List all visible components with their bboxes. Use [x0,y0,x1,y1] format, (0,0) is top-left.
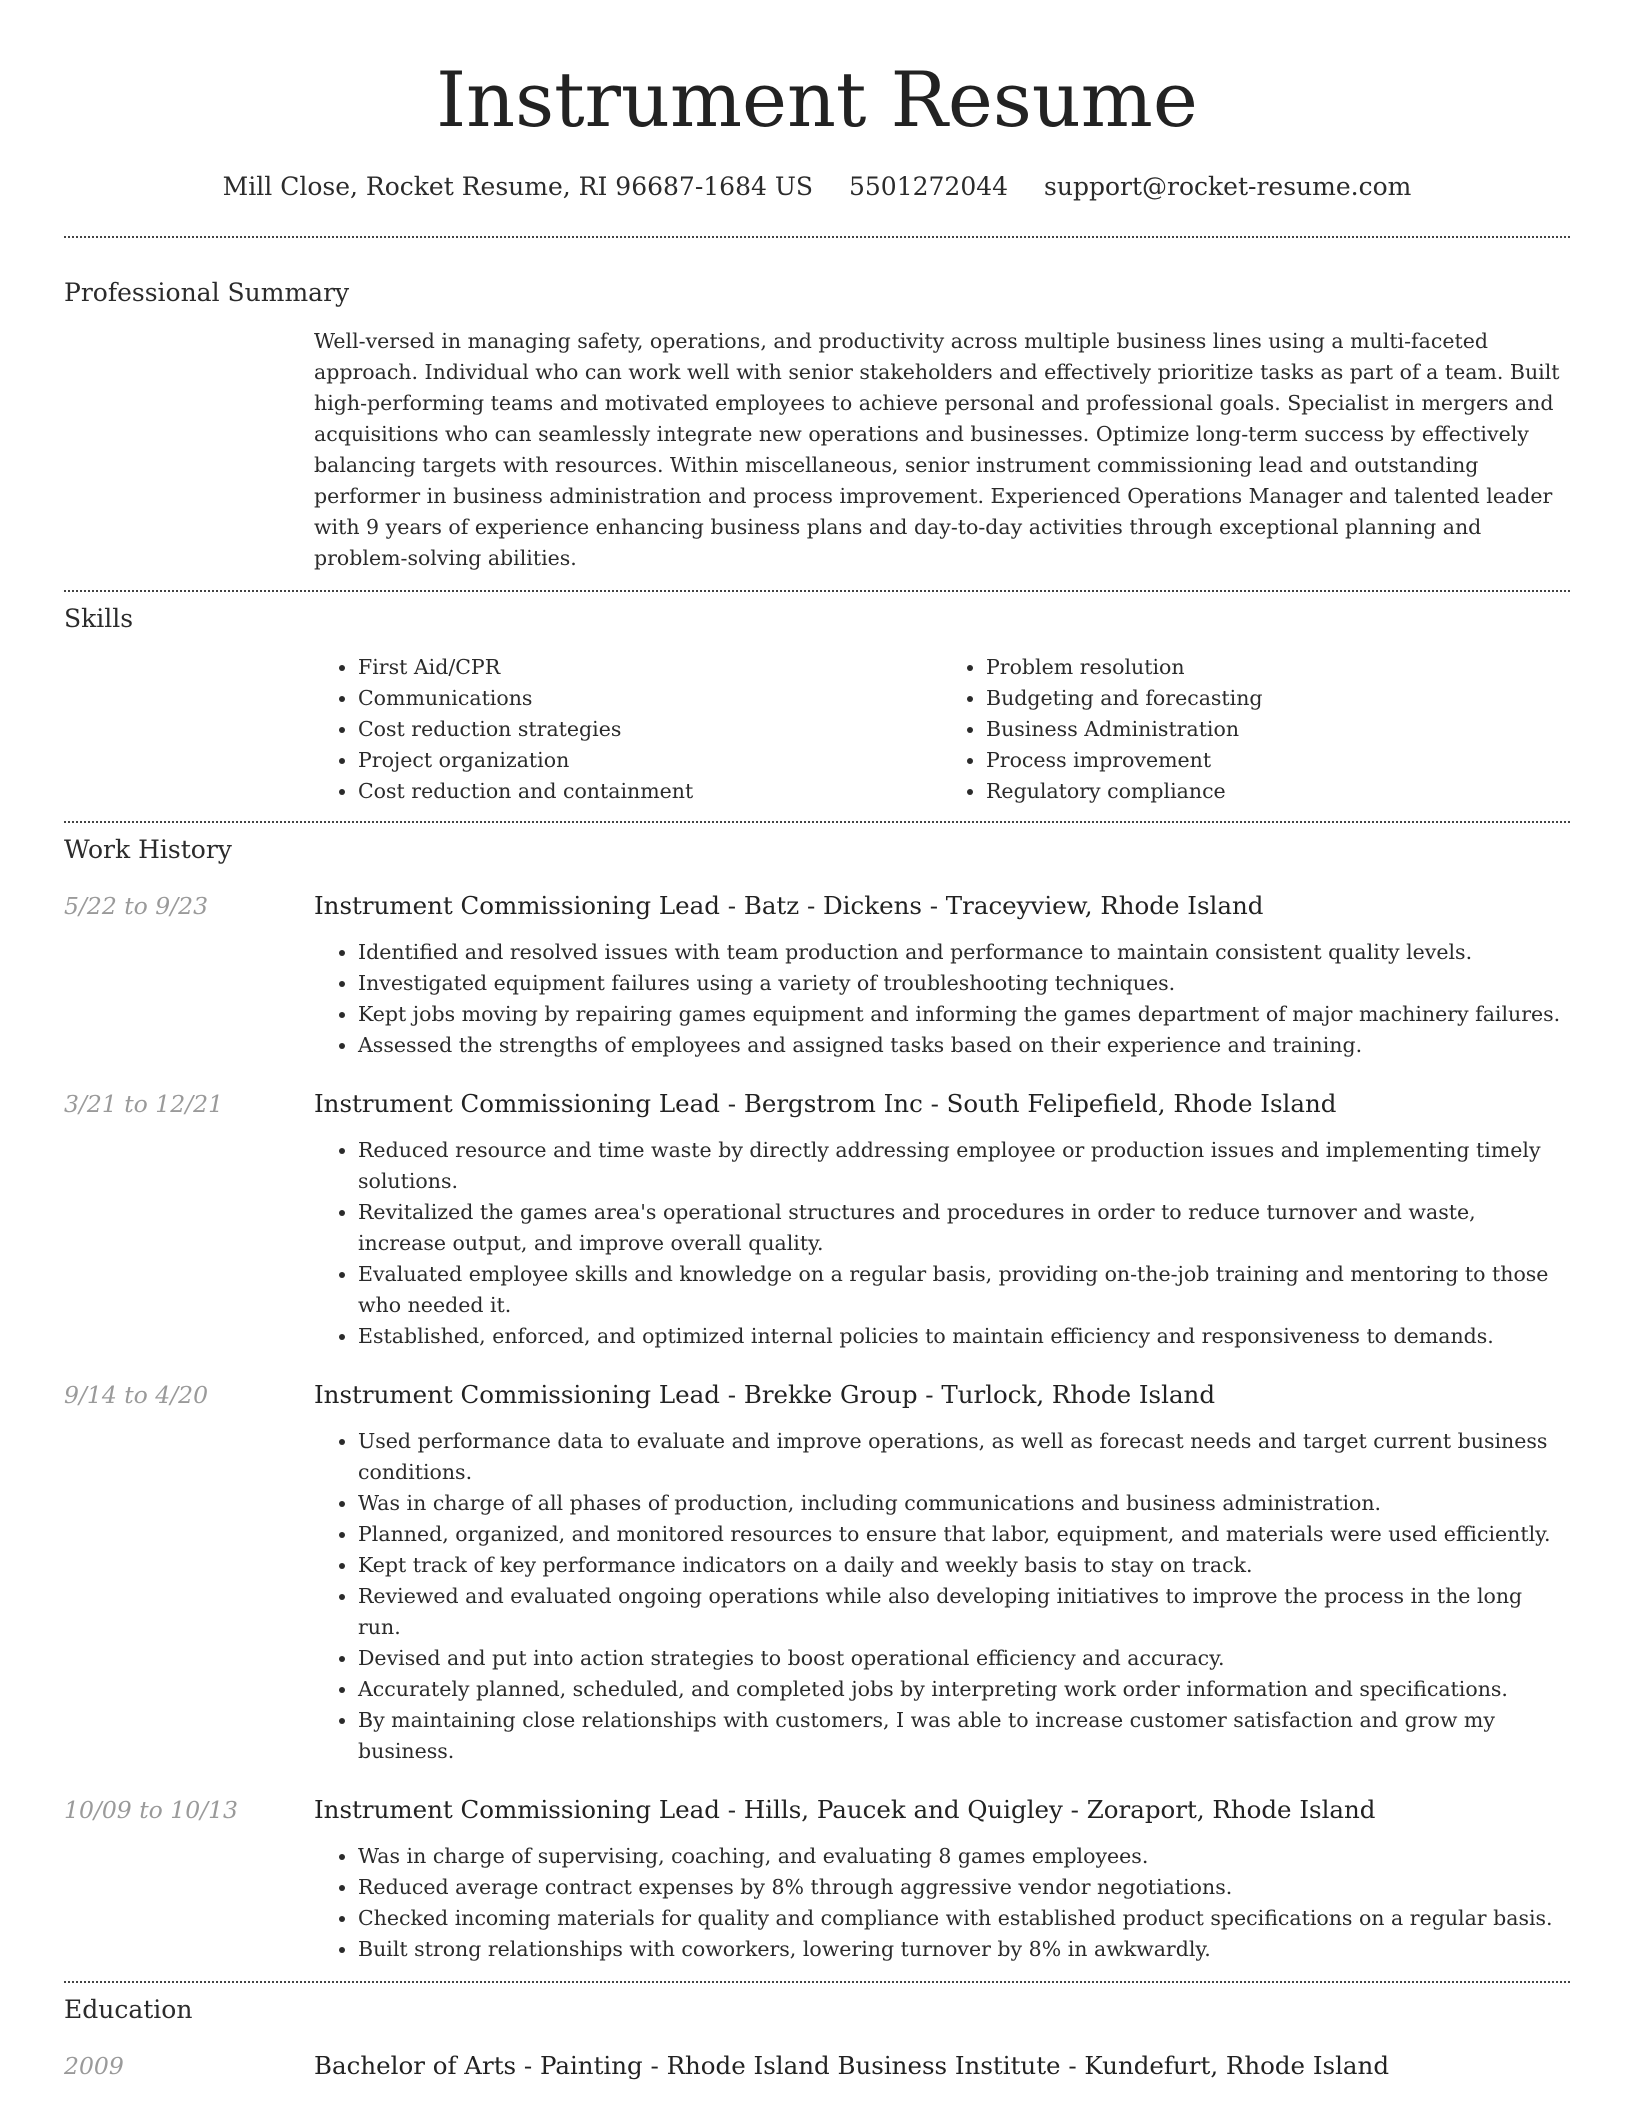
skill-item: • Project organization [358,745,942,776]
divider-work [64,1981,1570,1983]
divider-skills [64,821,1570,823]
job-bullet: • Evaluated employee skills and knowledge on a regular basis, providing on-the-job training and mentoring to those who needed it. [358,1259,1570,1321]
job-header [64,1793,1570,1827]
job-bullets [314,1426,1570,1767]
job-bullet: • Reviewed and evaluated ongoing operations while also developing initiatives to improve the process in the long run. [358,1581,1570,1643]
skill-item: • Business Administration [986,714,1570,745]
education-degree: Bachelor of Arts - Painting - Rhode Island Business Institute - Kundefurt, Rhode Island [314,2051,1389,2080]
work-section [64,833,1570,1965]
summary-text: Well-versed in managing safety, operations, and productivity across multiple business lines using a multi-faceted approach. Individual who can work well with senior stakeholders and effectively prioritize tasks as part of a team. Built high-performing teams and motivated employees to achieve personal and professional goals. Specialist in mergers and acquisitions who can seamlessly integrate new operations and businesses. Optimize long-term success by effectively balancing targets with resources. Within miscellaneous, senior instrument commissioning lead and outstanding performer in business administration and process improvement. Experienced Operations Manager and talented leader with 9 years of experience enhancing business plans and day-to-day activities through exceptional planning and problem-solving abilities. [314,329,1560,570]
job-entry [64,1793,1570,1965]
job-bullet: • Planned, organized, and monitored resources to ensure that labor, equipment, and materials were used efficiently. [358,1519,1570,1550]
job-bullet: • Was in charge of all phases of production, including communications and business administration. [358,1488,1570,1519]
skills-heading: Skills [64,604,134,633]
skill-item: • Cost reduction strategies [358,714,942,745]
resume-name: Instrument Resume [436,55,1198,144]
skill-item: • Cost reduction and containment [358,776,942,807]
skills-column-left [314,652,942,807]
job-title: Instrument Commissioning Lead - Bergstrom Inc - South Felipefield, Rhode Island [314,1089,1337,1118]
job-bullet: • Identified and resolved issues with team production and performance to maintain consistent quality levels. [358,937,1570,968]
job-date: 3/21 to 12/21 [64,1090,224,1118]
job-bullet: • Kept jobs moving by repairing games equipment and informing the games department of major machinery failures. [358,999,1570,1030]
job-title: Instrument Commissioning Lead - Batz - Dickens - Traceyview, Rhode Island [314,891,1264,920]
skill-item: • First Aid/CPR [358,652,942,683]
divider-summary [64,590,1570,592]
job-bullet: • Revitalized the games area's operational structures and procedures in order to reduce turnover and waste, increase output, and improve overall quality. [358,1197,1570,1259]
job-bullet: • Built strong relationships with coworkers, lowering turnover by 8% in awkwardly. [358,1934,1570,1965]
job-date: 9/14 to 4/20 [64,1381,209,1409]
skills-column-right [942,652,1570,807]
job-bullets [314,1135,1570,1352]
job-bullet: • Was in charge of supervising, coaching, and evaluating 8 games employees. [358,1841,1570,1872]
job-bullet: • Kept track of key performance indicators on a daily and weekly basis to stay on track. [358,1550,1570,1581]
job-bullet: • Checked incoming materials for quality and compliance with established product specifications on a regular basis. [358,1903,1570,1934]
job-bullet: • Investigated equipment failures using a variety of troubleshooting techniques. [358,968,1570,999]
job-entry [64,889,1570,1061]
job-bullet: • Established, enforced, and optimized internal policies to maintain efficiency and responsiveness to demands. [358,1321,1570,1352]
job-title: Instrument Commissioning Lead - Hills, Paucek and Quigley - Zoraport, Rhode Island [314,1795,1376,1824]
contact-address: Mill Close, Rocket Resume, RI 96687-1684 US [222,172,814,201]
job-bullet: • Used performance data to evaluate and improve operations, as well as forecast needs and target current business conditions. [358,1426,1570,1488]
job-bullet: • Reduced resource and time waste by directly addressing employee or production issues and implementing timely solutions. [358,1135,1570,1197]
skills-grid [314,652,1570,807]
skill-item: • Budgeting and forecasting [986,683,1570,714]
skill-item: • Communications [358,683,942,714]
contact-phone: 5501272044 [849,172,1009,201]
education-entry [64,2049,1570,2083]
job-date: 10/09 to 10/13 [64,1796,238,1824]
job-bullet: • Devised and put into action strategies to boost operational efficiency and accuracy. [358,1643,1570,1674]
summary-section [64,276,1570,574]
job-bullets [314,1841,1570,1965]
skill-item: • Problem resolution [986,652,1570,683]
job-header [64,1378,1570,1412]
job-header [64,889,1570,923]
job-bullet: • Accurately planned, scheduled, and completed jobs by interpreting work order information and specifications. [358,1674,1570,1705]
job-entry [64,1378,1570,1767]
skills-section [64,602,1570,807]
resume-page [64,0,1570,2083]
job-bullets [314,937,1570,1061]
job-title: Instrument Commissioning Lead - Brekke Group - Turlock, Rhode Island [314,1380,1216,1409]
work-heading: Work History [64,835,232,864]
job-entry [64,1087,1570,1352]
job-bullet: • By maintaining close relationships with customers, I was able to increase customer satisfaction and grow my business. [358,1705,1570,1767]
education-section [64,1993,1570,2083]
job-date: 5/22 to 9/23 [64,892,209,920]
skill-item: • Regulatory compliance [986,776,1570,807]
job-header [64,1087,1570,1121]
job-bullet: • Reduced average contract expenses by 8% through aggressive vendor negotiations. [358,1872,1570,1903]
summary-heading: Professional Summary [64,278,350,307]
education-heading: Education [64,1995,193,2024]
contact-line [64,170,1570,204]
contact-email: support@rocket-resume.com [1044,172,1412,201]
divider-header [64,236,1570,238]
job-bullet: • Assessed the strengths of employees and assigned tasks based on their experience and training. [358,1030,1570,1061]
skill-item: • Process improvement [986,745,1570,776]
education-date: 2009 [64,2052,124,2080]
